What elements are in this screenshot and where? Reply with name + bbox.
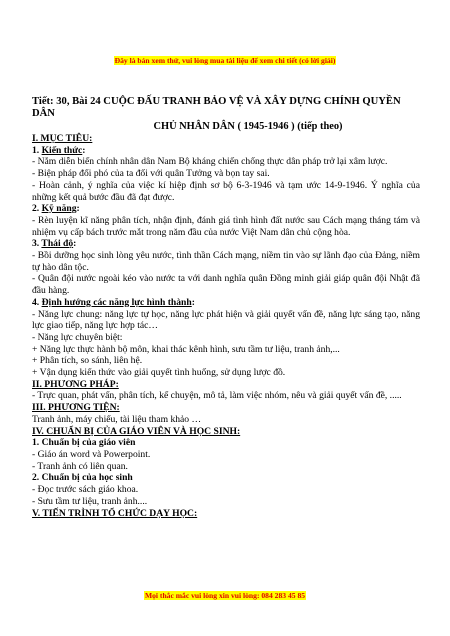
competency-line: - Năng lực chuyên biệt:: [32, 331, 123, 343]
attitude-number: 3.: [32, 238, 42, 250]
student-preparation-heading: 2. Chuẩn bị của học sinh: [32, 472, 133, 484]
student-preparation-line: - Sưu tầm tư liệu, tranh ảnh....: [32, 495, 148, 507]
knowledge-heading: [32, 145, 420, 157]
competency-line: - Năng lực chung: năng lực tự học, năng lực phát hiện và giải quyết vấn đề, năng lực sáng tạo, năng lực giao tiếp, năng lực hợp tác…: [32, 308, 420, 332]
competency-colon: :: [191, 296, 195, 308]
skills-line: - Rèn luyện kĩ năng phân tích, nhận định, đánh giá tình hình đất nước sau Cách mạng tháng tám và nhiệm vụ cấp bách trước mắt trong năm đầu của nước Việt Nam dân chủ cộng hòa.: [32, 214, 420, 238]
skills-colon: :: [76, 203, 80, 215]
knowledge-line: - Hoàn cảnh, ý nghĩa của việc kí hiệp định sơ bộ 6-3-1946 và tạm ước 14-9-1946. Ý nghĩa của những kết quả bước đầu đã đạt được.: [32, 179, 420, 203]
teacher-preparation-line: - Tranh ảnh có liên quan.: [32, 460, 128, 472]
skills-label: Kỹ năng: [41, 203, 77, 215]
contact-text: Mọi thắc mắc vui lòng xin vui lòng: 084 283 45 85: [144, 591, 306, 600]
teacher-preparation-line: - Giáo án word và Powerpoint.: [32, 448, 151, 460]
student-preparation-line: - Đọc trước sách giáo khoa.: [32, 484, 139, 496]
competency-line: + Năng lực thực hành bộ môn, khai thác kênh hình, sưu tầm tư liệu, tranh ảnh,...: [32, 343, 340, 355]
preview-notice-banner: [0, 56, 450, 65]
knowledge-colon: :: [82, 144, 86, 156]
teacher-preparation-heading: 1. Chuẩn bị của giáo viên: [32, 437, 136, 449]
lesson-subtitle: CHỦ NHÂN DÂN ( 1945-1946 ) (tiếp theo): [153, 121, 343, 132]
section-methods-heading: II. PHƯƠNG PHÁP:: [32, 378, 119, 390]
section-objectives-heading: I. MỤC TIÊU:: [32, 133, 93, 144]
methods-line: - Trực quan, phát vấn, phân tích, kể chuyện, mô tả, làm việc nhóm, nêu và giải quyết vấn đề, .....: [32, 390, 402, 402]
preview-notice-text: Đây là bản xem thử, vui lòng mua tài liệu để xem chi tiết (có lời giải): [114, 56, 336, 65]
knowledge-label: Kiến thức: [41, 144, 83, 156]
lesson-title: Tiết: 30, Bài 24 CUỘC ĐẤU TRANH BẢO VỆ VÀ XÂY DỰNG CHÍNH QUYỀN DÂN: [32, 96, 401, 119]
competency-line: + Phân tích, so sánh, liên hệ.: [32, 355, 143, 367]
attitude-line: - Quân đội nước ngoài kéo vào nước ta với danh nghĩa quân Đồng minh giải giáp quân đội Nhật đã đầu hàng.: [32, 273, 420, 297]
attitude-colon: :: [73, 238, 77, 250]
attitude-line: - Bồi dưỡng học sinh lòng yêu nước, tình thần Cách mạng, niềm tin vào sự lãnh đạo của Đảng, niềm tự hào dân tộc.: [32, 250, 420, 273]
competency-line: + Vận dụng kiến thức vào giải quyết tình huống, sử dụng lược đồ.: [32, 367, 286, 379]
attitude-heading: [32, 238, 420, 250]
skills-number: 2.: [32, 203, 42, 215]
section-procedure-heading: V. TIẾN TRÌNH TỔ CHỨC DẠY HỌC:: [32, 507, 198, 519]
skills-heading: [32, 203, 420, 215]
lesson-content: [32, 96, 420, 519]
knowledge-line: - Nắm diễn biến chính nhân dân Nam Bộ kháng chiến chống thực dân pháp trở lại xâm lược.: [32, 156, 388, 168]
section-means-heading: III. PHƯƠNG TIỆN:: [32, 402, 120, 414]
competency-heading: [32, 297, 420, 309]
attitude-label: Thái độ: [41, 238, 74, 250]
competency-number: 4.: [32, 296, 42, 308]
competency-label: Định hướng các năng lực hình thành: [41, 296, 192, 308]
section-preparation-heading: IV. CHUẨN BỊ CỦA GIÁO VIÊN VÀ HỌC SINH:: [32, 425, 241, 437]
knowledge-line: - Biện pháp đối phó của ta đối với quân Tưởng và bọn tay sai.: [32, 168, 270, 180]
means-line: Tranh ảnh, máy chiếu, tài liệu tham khảo …: [32, 413, 202, 425]
contact-banner: [0, 591, 450, 600]
knowledge-number: 1.: [32, 144, 42, 156]
